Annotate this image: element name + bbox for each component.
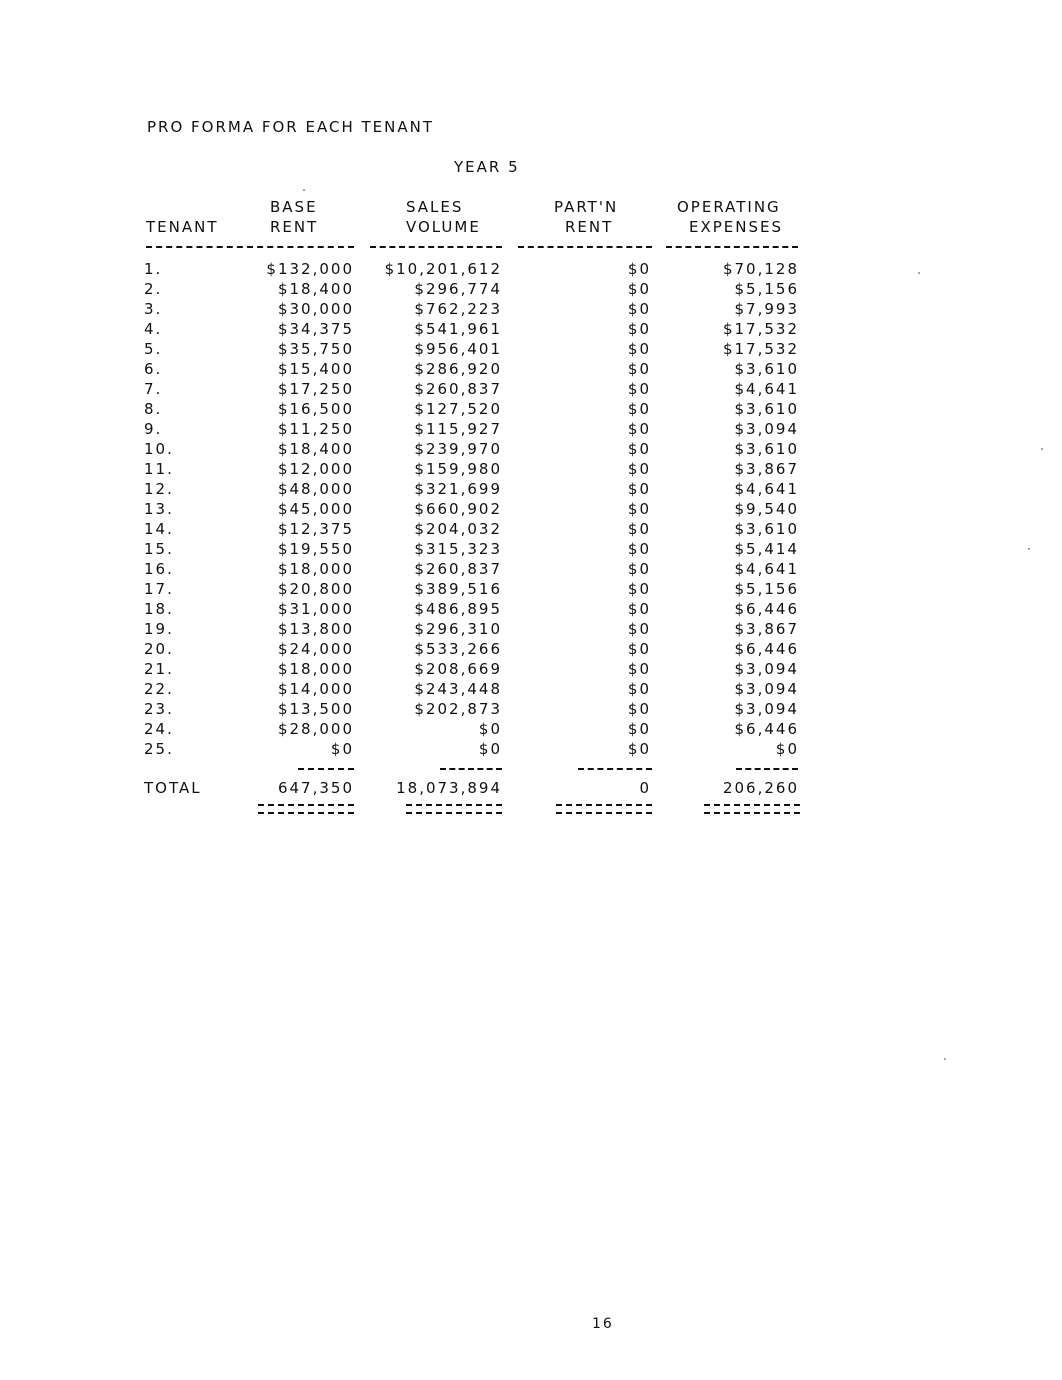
scan-speck <box>1028 548 1030 550</box>
table-row <box>0 739 1062 759</box>
partn-rent-cell: $0 <box>627 720 651 738</box>
tenant-number: 10. <box>144 440 174 458</box>
partn-rent-cell: $0 <box>627 600 651 618</box>
table-row <box>0 679 1062 699</box>
table-row <box>0 379 1062 399</box>
header-rule-sales <box>370 246 502 250</box>
partn-rent-cell: $0 <box>627 340 651 358</box>
operating-expenses-cell: $6,446 <box>734 720 799 738</box>
subtotal-rule-part <box>578 768 652 772</box>
tenant-number: 2. <box>144 280 163 298</box>
partn-rent-cell: $0 <box>627 360 651 378</box>
operating-expenses-cell: $3,610 <box>734 520 799 538</box>
table-row <box>0 299 1062 319</box>
partn-rent-cell: $0 <box>627 420 651 438</box>
sales-volume-cell: $260,837 <box>414 560 502 578</box>
sales-volume-cell: $239,970 <box>414 440 502 458</box>
base-rent-cell: $17,250 <box>277 380 354 398</box>
operating-expenses-cell: $17,532 <box>722 340 799 358</box>
table-row <box>0 359 1062 379</box>
header-base-line1: BASE <box>270 198 318 216</box>
tenant-number: 8. <box>144 400 163 418</box>
base-rent-cell: $132,000 <box>266 260 354 278</box>
table-row <box>0 699 1062 719</box>
total-row <box>0 778 1062 798</box>
partn-rent-cell: $0 <box>627 680 651 698</box>
table-row <box>0 579 1062 599</box>
base-rent-cell: $18,000 <box>277 560 354 578</box>
tenant-number: 20. <box>144 640 174 658</box>
scan-speck <box>944 1058 946 1060</box>
operating-expenses-cell: $3,094 <box>734 660 799 678</box>
total-label: TOTAL <box>144 779 202 797</box>
table-row <box>0 259 1062 279</box>
header-part-line2: RENT <box>565 218 614 236</box>
base-rent-cell: $15,400 <box>277 360 354 378</box>
year-heading: YEAR 5 <box>454 158 520 176</box>
double-rule-opex <box>704 804 800 814</box>
sales-volume-cell: $202,873 <box>414 700 502 718</box>
tenant-number: 16. <box>144 560 174 578</box>
operating-expenses-cell: $4,641 <box>734 480 799 498</box>
operating-expenses-cell: $70,128 <box>722 260 799 278</box>
operating-expenses-cell: $0 <box>775 740 799 758</box>
base-rent-cell: $31,000 <box>277 600 354 618</box>
tenant-number: 5. <box>144 340 163 358</box>
double-rule-part <box>556 804 652 814</box>
double-rule-base <box>258 804 354 814</box>
partn-rent-cell: $0 <box>627 560 651 578</box>
header-sales-line1: SALES <box>406 198 464 216</box>
base-rent-cell: $19,550 <box>277 540 354 558</box>
sales-volume-cell: $0 <box>478 740 502 758</box>
scan-speck <box>1041 448 1043 450</box>
operating-expenses-cell: $6,446 <box>734 640 799 658</box>
tenant-number: 17. <box>144 580 174 598</box>
sales-volume-cell: $115,927 <box>414 420 502 438</box>
partn-rent-cell: $0 <box>627 260 651 278</box>
scan-speck <box>918 272 920 274</box>
sales-volume-cell: $296,310 <box>414 620 502 638</box>
page-title: PRO FORMA FOR EACH TENANT <box>147 118 434 136</box>
tenant-number: 1. <box>144 260 163 278</box>
operating-expenses-cell: $6,446 <box>734 600 799 618</box>
sales-volume-cell: $286,920 <box>414 360 502 378</box>
header-base-line2: RENT <box>270 218 319 236</box>
tenant-number: 23. <box>144 700 174 718</box>
header-rule-opex <box>666 246 798 250</box>
partn-rent-cell: $0 <box>627 620 651 638</box>
operating-expenses-cell: $3,094 <box>734 420 799 438</box>
tenant-number: 18. <box>144 600 174 618</box>
header-rule-part <box>518 246 652 250</box>
partn-rent-cell: $0 <box>627 640 651 658</box>
tenant-number: 12. <box>144 480 174 498</box>
base-rent-cell: $30,000 <box>277 300 354 318</box>
operating-expenses-cell: $3,867 <box>734 460 799 478</box>
operating-expenses-cell: $3,610 <box>734 400 799 418</box>
base-rent-cell: $12,375 <box>277 520 354 538</box>
partn-rent-cell: $0 <box>627 500 651 518</box>
sales-volume-cell: $260,837 <box>414 380 502 398</box>
tenant-number: 21. <box>144 660 174 678</box>
base-rent-cell: $20,800 <box>277 580 354 598</box>
partn-rent-cell: $0 <box>627 520 651 538</box>
operating-expenses-cell: $5,156 <box>734 580 799 598</box>
tenant-number: 9. <box>144 420 163 438</box>
total-sales-volume: 18,073,894 <box>396 779 502 797</box>
header-sales-line2: VOLUME <box>406 218 481 236</box>
table-row <box>0 599 1062 619</box>
header-part-line1: PART'N <box>554 198 619 216</box>
scan-speck <box>303 189 305 191</box>
operating-expenses-cell: $5,414 <box>734 540 799 558</box>
total-partn-rent: 0 <box>639 779 651 797</box>
base-rent-cell: $18,400 <box>277 440 354 458</box>
subtotal-rule-sales <box>440 768 502 772</box>
table-row <box>0 479 1062 499</box>
partn-rent-cell: $0 <box>627 480 651 498</box>
header-rule-tenant-base <box>146 246 354 250</box>
tenant-number: 3. <box>144 300 163 318</box>
double-rule-sales <box>406 804 502 814</box>
sales-volume-cell: $243,448 <box>414 680 502 698</box>
table-row <box>0 439 1062 459</box>
partn-rent-cell: $0 <box>627 400 651 418</box>
table-row <box>0 279 1062 299</box>
table-row <box>0 659 1062 679</box>
base-rent-cell: $12,000 <box>277 460 354 478</box>
sales-volume-cell: $159,980 <box>414 460 502 478</box>
tenant-number: 19. <box>144 620 174 638</box>
table-row <box>0 719 1062 739</box>
partn-rent-cell: $0 <box>627 380 651 398</box>
base-rent-cell: $28,000 <box>277 720 354 738</box>
subtotal-rule-opex <box>736 768 798 772</box>
tenant-number: 22. <box>144 680 174 698</box>
table-row <box>0 499 1062 519</box>
table-row <box>0 539 1062 559</box>
tenant-number: 7. <box>144 380 163 398</box>
base-rent-cell: $14,000 <box>277 680 354 698</box>
operating-expenses-cell: $5,156 <box>734 280 799 298</box>
sales-volume-cell: $208,669 <box>414 660 502 678</box>
base-rent-cell: $24,000 <box>277 640 354 658</box>
sales-volume-cell: $486,895 <box>414 600 502 618</box>
tenant-table <box>0 259 1062 759</box>
base-rent-cell: $18,000 <box>277 660 354 678</box>
partn-rent-cell: $0 <box>627 700 651 718</box>
operating-expenses-cell: $7,993 <box>734 300 799 318</box>
sales-volume-cell: $296,774 <box>414 280 502 298</box>
operating-expenses-cell: $3,867 <box>734 620 799 638</box>
operating-expenses-cell: $4,641 <box>734 560 799 578</box>
subtotal-rule-base <box>298 768 354 772</box>
operating-expenses-cell: $3,610 <box>734 440 799 458</box>
table-row <box>0 559 1062 579</box>
partn-rent-cell: $0 <box>627 280 651 298</box>
base-rent-cell: $35,750 <box>277 340 354 358</box>
partn-rent-cell: $0 <box>627 460 651 478</box>
page-number: 16 <box>592 1316 614 1332</box>
table-row <box>0 459 1062 479</box>
sales-volume-cell: $541,961 <box>414 320 502 338</box>
table-row <box>0 319 1062 339</box>
operating-expenses-cell: $3,610 <box>734 360 799 378</box>
partn-rent-cell: $0 <box>627 300 651 318</box>
table-row <box>0 639 1062 659</box>
partn-rent-cell: $0 <box>627 540 651 558</box>
base-rent-cell: $18,400 <box>277 280 354 298</box>
partn-rent-cell: $0 <box>627 740 651 758</box>
base-rent-cell: $11,250 <box>277 420 354 438</box>
sales-volume-cell: $127,520 <box>414 400 502 418</box>
tenant-number: 6. <box>144 360 163 378</box>
tenant-number: 25. <box>144 740 174 758</box>
table-row <box>0 519 1062 539</box>
total-base-rent: 647,350 <box>277 779 354 797</box>
base-rent-cell: $34,375 <box>277 320 354 338</box>
header-opex-line2: EXPENSES <box>689 218 784 236</box>
base-rent-cell: $13,800 <box>277 620 354 638</box>
sales-volume-cell: $389,516 <box>414 580 502 598</box>
sales-volume-cell: $0 <box>478 720 502 738</box>
partn-rent-cell: $0 <box>627 440 651 458</box>
tenant-number: 14. <box>144 520 174 538</box>
tenant-number: 13. <box>144 500 174 518</box>
sales-volume-cell: $533,266 <box>414 640 502 658</box>
table-row <box>0 339 1062 359</box>
sales-volume-cell: $204,032 <box>414 520 502 538</box>
table-row <box>0 419 1062 439</box>
sales-volume-cell: $321,699 <box>414 480 502 498</box>
table-row <box>0 399 1062 419</box>
partn-rent-cell: $0 <box>627 320 651 338</box>
tenant-number: 11. <box>144 460 174 478</box>
operating-expenses-cell: $3,094 <box>734 680 799 698</box>
table-row <box>0 619 1062 639</box>
header-tenant: TENANT <box>146 218 219 236</box>
sales-volume-cell: $762,223 <box>414 300 502 318</box>
base-rent-cell: $13,500 <box>277 700 354 718</box>
tenant-number: 4. <box>144 320 163 338</box>
base-rent-cell: $48,000 <box>277 480 354 498</box>
operating-expenses-cell: $17,532 <box>722 320 799 338</box>
base-rent-cell: $0 <box>330 740 354 758</box>
sales-volume-cell: $315,323 <box>414 540 502 558</box>
tenant-number: 15. <box>144 540 174 558</box>
operating-expenses-cell: $4,641 <box>734 380 799 398</box>
operating-expenses-cell: $3,094 <box>734 700 799 718</box>
sales-volume-cell: $10,201,612 <box>384 260 502 278</box>
operating-expenses-cell: $9,540 <box>734 500 799 518</box>
base-rent-cell: $16,500 <box>277 400 354 418</box>
sales-volume-cell: $660,902 <box>414 500 502 518</box>
base-rent-cell: $45,000 <box>277 500 354 518</box>
sales-volume-cell: $956,401 <box>414 340 502 358</box>
header-opex-line1: OPERATING <box>677 198 781 216</box>
partn-rent-cell: $0 <box>627 580 651 598</box>
partn-rent-cell: $0 <box>627 660 651 678</box>
total-operating-expenses: 206,260 <box>722 779 799 797</box>
tenant-number: 24. <box>144 720 174 738</box>
